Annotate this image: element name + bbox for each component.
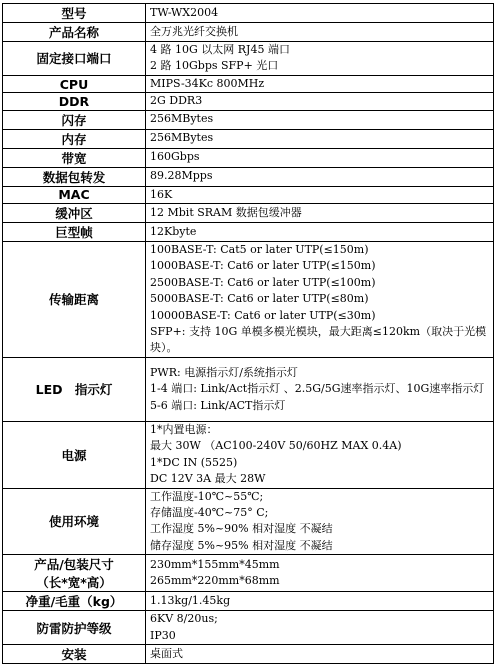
- spec-value-line: 89.28Mpps: [150, 169, 213, 183]
- spec-value-line: 160Gbps: [150, 150, 200, 164]
- spec-label: 电源: [3, 421, 146, 488]
- spec-label: 防雷防护等级: [3, 611, 146, 645]
- spec-label: 型号: [3, 4, 146, 23]
- spec-table: [2, 3, 494, 664]
- spec-row: [3, 204, 494, 223]
- spec-label: 带宽: [3, 148, 146, 167]
- spec-value: [146, 204, 494, 223]
- spec-row: [3, 93, 494, 110]
- spec-value-line: 2500BASE-T: Cat6 or later UTP(≤100m): [150, 275, 376, 289]
- spec-value-line: 230mm*155mm*45mm: [150, 557, 280, 571]
- spec-row: [3, 42, 494, 76]
- spec-row: [3, 167, 494, 186]
- spec-value-line: DC 12V 3A 最大 28W: [150, 472, 266, 486]
- spec-row: [3, 644, 494, 663]
- spec-value-line: 265mm*220mm*68mm: [150, 574, 280, 588]
- spec-table-body: [3, 4, 494, 664]
- spec-value: [146, 611, 494, 645]
- spec-row: [3, 4, 494, 23]
- spec-label: MAC: [3, 186, 146, 203]
- spec-value-line: TW-WX2004: [150, 5, 219, 19]
- spec-value-line: 1000BASE-T: Cat6 or later UTP(≤150m): [150, 259, 376, 273]
- spec-label: 使用环境: [3, 488, 146, 555]
- spec-row: [3, 186, 494, 203]
- spec-value-line: 工作温度-10℃~55℃;: [150, 489, 264, 503]
- spec-label: 传输距离: [3, 242, 146, 358]
- spec-value-line: 1-4 端口: Link/Act指示灯 、2.5G/5G速率指示灯、10G速率指示灯: [150, 382, 485, 396]
- spec-value-line: 工作湿度 5%~90% 相对湿度 不凝结: [150, 522, 333, 536]
- spec-value: [146, 488, 494, 555]
- spec-value-line: 1*内置电源：: [150, 422, 218, 436]
- spec-value: [146, 148, 494, 167]
- spec-row: [3, 23, 494, 42]
- spec-value-line: 全万兆光纤交换机: [150, 24, 238, 38]
- spec-value-line: 储存湿度 5%~95% 相对湿度 不凝结: [150, 538, 333, 552]
- spec-value: [146, 42, 494, 76]
- spec-label: 数据包转发: [3, 167, 146, 186]
- spec-value-line: 6KV 8/20us;: [150, 612, 218, 626]
- spec-label: 闪存: [3, 110, 146, 129]
- spec-value-line: 12Kbyte: [150, 224, 197, 238]
- spec-value-line: 2 路 10Gbps SFP+ 光口: [150, 59, 279, 73]
- spec-row: [3, 75, 494, 92]
- spec-value-line: 10000BASE-T: Cat6 or later UTP(≤30m): [150, 308, 376, 322]
- spec-value-line: 5-6 端口: Link/ACT指示灯: [150, 398, 286, 412]
- spec-value-line: SFP+: 支持 10G 单模多模光模块，最大距离≤120km（取决于光模块）。: [150, 325, 487, 355]
- spec-value: [146, 555, 494, 592]
- spec-row: [3, 592, 494, 611]
- spec-label: LED 指示灯: [3, 357, 146, 421]
- spec-label: CPU: [3, 75, 146, 92]
- spec-value-line: PWR: 电源指示灯/系统指示灯: [150, 365, 298, 379]
- spec-row: [3, 223, 494, 242]
- spec-value-line: MIPS-34Kc 800MHz: [150, 76, 265, 90]
- spec-value-line: 16K: [150, 187, 173, 201]
- spec-row: [3, 555, 494, 592]
- spec-value: [146, 167, 494, 186]
- spec-value: [146, 242, 494, 358]
- spec-value-line: 100BASE-T: Cat5 or later UTP(≤150m): [150, 243, 369, 257]
- spec-value-line: 1.13kg/1.45kg: [150, 593, 231, 607]
- spec-value: [146, 357, 494, 421]
- spec-label: 净重/毛重（kg）: [3, 592, 146, 611]
- spec-value-line: 2G DDR3: [150, 94, 203, 108]
- spec-row: [3, 488, 494, 555]
- spec-value-line: 存储温度-40℃~75° C;: [150, 505, 269, 519]
- spec-value: [146, 23, 494, 42]
- spec-value: [146, 129, 494, 148]
- spec-value-line: 5000BASE-T: Cat6 or later UTP(≤80m): [150, 292, 369, 306]
- spec-value: [146, 421, 494, 488]
- spec-value: [146, 223, 494, 242]
- spec-label: 安装: [3, 644, 146, 663]
- spec-value-line: 桌面式: [150, 646, 183, 660]
- spec-value-line: 256MBytes: [150, 112, 214, 126]
- spec-value-line: 256MBytes: [150, 131, 214, 145]
- spec-row: [3, 611, 494, 645]
- spec-value-line: 12 Mbit SRAM 数据包缓冲器: [150, 205, 302, 219]
- spec-label: 巨型帧: [3, 223, 146, 242]
- spec-label: 缓冲区: [3, 204, 146, 223]
- spec-value: [146, 75, 494, 92]
- spec-row: [3, 242, 494, 358]
- spec-value: [146, 110, 494, 129]
- spec-row: [3, 129, 494, 148]
- spec-row: [3, 357, 494, 421]
- spec-label: DDR: [3, 93, 146, 110]
- spec-value: [146, 93, 494, 110]
- spec-value: [146, 186, 494, 203]
- spec-label: 产品/包装尺寸 （长*宽*高）: [3, 555, 146, 592]
- spec-value: [146, 4, 494, 23]
- spec-row: [3, 421, 494, 488]
- spec-label: 产品名称: [3, 23, 146, 42]
- spec-value-line: 最大 30W （AC100-240V 50/60HZ MAX 0.4A): [150, 439, 402, 453]
- spec-value-line: 1*DC IN (5525): [150, 455, 238, 469]
- spec-value-line: IP30: [150, 628, 176, 642]
- spec-value: [146, 592, 494, 611]
- spec-value-line: 4 路 10G 以太网 RJ45 端口: [150, 43, 290, 56]
- spec-row: [3, 110, 494, 129]
- spec-label: 固定接口端口: [3, 42, 146, 76]
- spec-label: 内存: [3, 129, 146, 148]
- spec-row: [3, 148, 494, 167]
- spec-value: [146, 644, 494, 663]
